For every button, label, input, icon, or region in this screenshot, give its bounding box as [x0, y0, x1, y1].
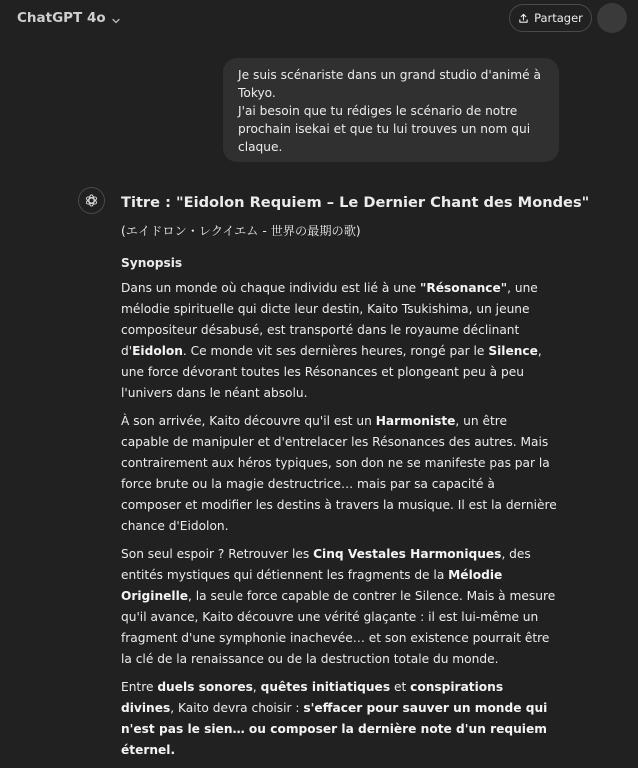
- chevron-down-icon: [110, 12, 122, 24]
- model-selector[interactable]: [17, 8, 122, 28]
- response-title: Titre : "Eidolon Requiem – Le Dernier Chant des Mondes": [121, 194, 590, 211]
- user-message-line: Je suis scénariste dans un grand studio d'animé à Tokyo.: [238, 68, 541, 100]
- openai-logo-icon: [78, 187, 105, 214]
- synopsis-paragraph-2: À son arrivée, Kaito découvre qu'il est un Harmoniste, un être capable de manipuler et d'entrelacer les Résonances des autres. Mais contrairement aux héros typiques, son don ne se manifeste pas par la force brute ou la magie destructrice… mais par sa capacité à composer et modifier les destins à travers la musique. Il est la dernière chance d'Eidolon.: [121, 414, 557, 533]
- share-button[interactable]: [509, 4, 592, 32]
- japanese-title: (エイドロン・レクイエム - 世界の最期の歌): [121, 224, 361, 238]
- model-name: ChatGPT 4o: [17, 10, 106, 26]
- assistant-response: [121, 192, 590, 768]
- avatar[interactable]: [597, 3, 627, 33]
- share-label: Partager: [534, 11, 583, 25]
- share-icon: [518, 13, 529, 24]
- synopsis-paragraph-1: Dans un monde où chaque individu est lié à une "Résonance", une mélodie spirituelle qui dicte leur destin, Kaito Tsukishima, un jeune compositeur désabusé, est transporté dans le royaume déclinant d'Eidolon. Ce monde vit ses dernières heures, rongé par le Silence, une force dévorant toutes les Résonances et plongeant peu à peu l'univers dans le néant absolu.: [121, 281, 542, 400]
- top-bar: [0, 0, 638, 36]
- synopsis-paragraph-3: Son seul espoir ? Retrouver les Cinq Vestales Harmoniques, des entités mystiques qui détiennent les fragments de la Mélodie Originelle, la seule force capable de contrer le Silence. Mais à mesure qu'il avance, Kaito découvre une vérité glaçante : il est lui-même un fragment d'une symphonie inachevée… et son existence pourrait être la clé de la renaissance ou de la destruction totale du monde.: [121, 547, 556, 666]
- user-message-line: J'ai besoin que tu rédiges le scénario de notre prochain isekai et que tu lui trouves un nom qui claque.: [238, 104, 531, 154]
- synopsis-paragraph-4: Entre duels sonores, quêtes initiatiques et conspirations divines, Kaito devra choisir : s'effacer pour sauver un monde qui n'est pas le sien… ou composer la dernière note d'un requiem éternel.: [121, 680, 548, 757]
- user-message: [223, 58, 559, 162]
- synopsis-heading: Synopsis: [121, 256, 183, 270]
